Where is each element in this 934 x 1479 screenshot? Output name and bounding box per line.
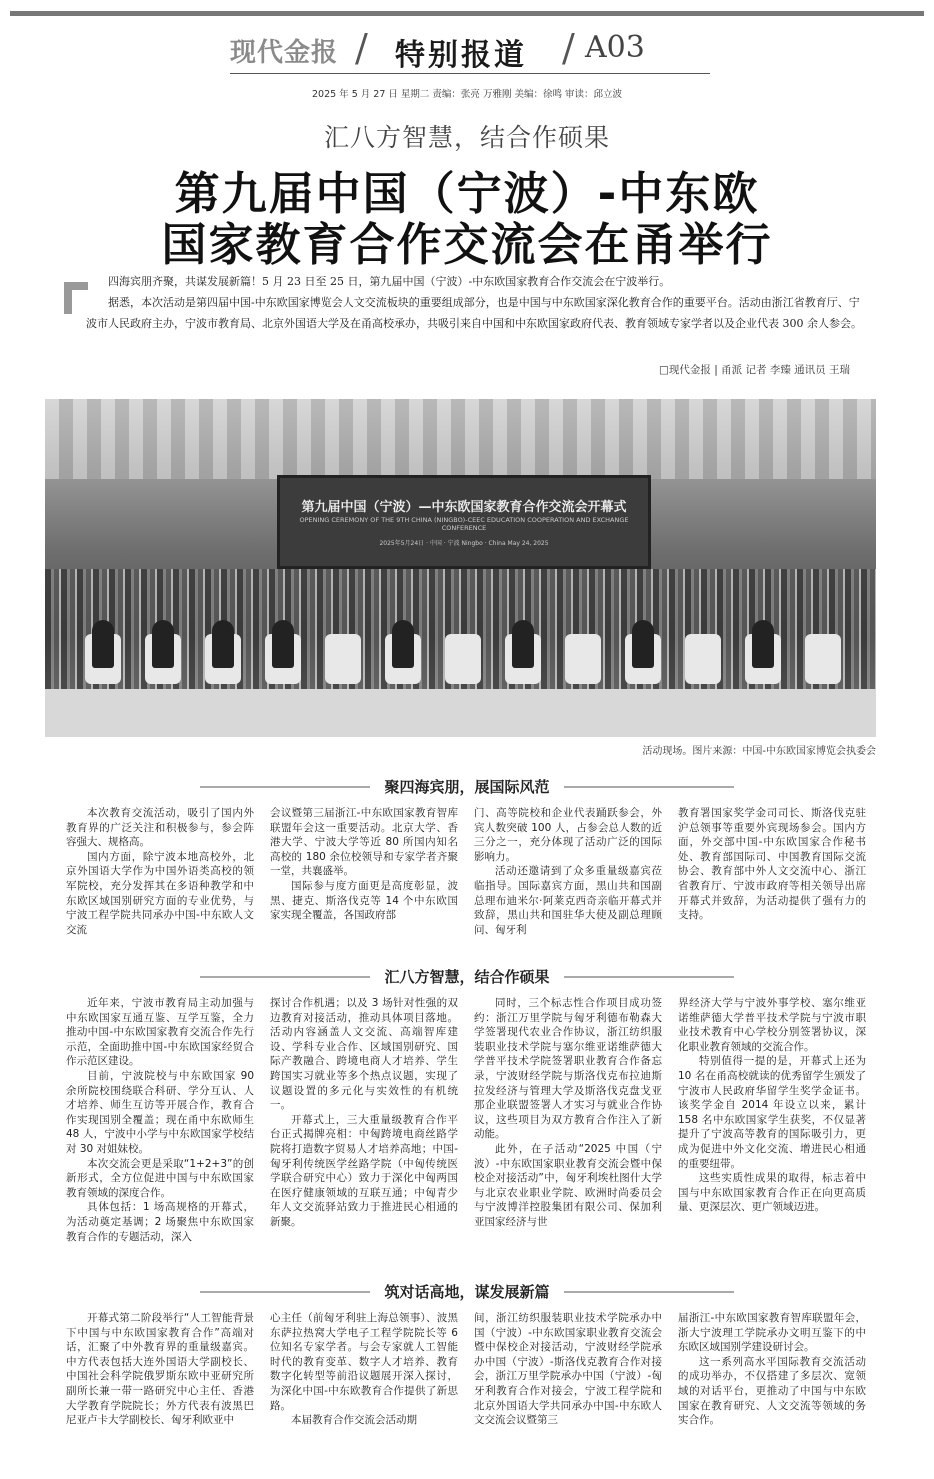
paragraph: 界经济大学与宁波外事学校、塞尔维亚诺维萨德大学普平技术学院与宁波市职业技术教育中心学校分别签署协议，深化职业教育领域的交流合作。 [678,997,866,1053]
text-column [474,806,662,954]
text-column [66,1311,254,1469]
event-photo [45,399,876,737]
lead-bracket-icon [64,282,88,314]
paragraph: 会议暨第三届浙江-中东欧国家教育智库联盟年会这一重要活动。北京大学、香港大学、宁波大学等近 80 所国内知名高校的 180 余位校领导和专家学者齐聚一堂，共襄盛举。 [270,807,458,878]
article-lead [86,271,862,334]
paragraph: 开幕式第二阶段举行“人工智能背景下中国与中东欧国家教育合作”高端对话，汇聚了中外教育界的重量级嘉宾。中方代表包括大连外国语大学副校长、中国社会科学院俄罗斯东欧中亚研究所副所长兼一带一路研究中心主任、香港大学教育学院院长；外方代表有波黑巴尼亚卢卡大学副校长、匈牙利欧亚中 [66,1312,254,1427]
paragraph: 活动还邀请到了众多重量级嘉宾莅临指导。国际嘉宾方面，黑山共和国副总理布迪米尔·阿莱克西奇亲临开幕式并致辞，黑山共和国驻华大使及副总理顾问、匈牙利 [474,865,662,936]
byline: □现代金报 | 甬派 记者 李臻 通讯员 王瑞 [659,364,850,376]
paragraph: 届浙江-中东欧国家教育智库联盟年会，浙大宁波理工学院承办文明互鉴下的中东欧区域国别学建设研讨会。 [678,1312,866,1354]
paragraph: 本次教育交流活动，吸引了国内外教育界的广泛关注和积极参与，参会阵容强大、规格高。 [66,807,254,849]
section-heading [0,1281,934,1302]
masthead [0,26,934,73]
paragraph: 特别值得一提的是，开幕式上还为 10 名在甬高校就读的优秀留学生颁发了宁波市人民政府华留学生奖学金证书。该奖学金自 2014 年设立以来，累计 158 名中东欧国家学生获奖，不仅显著提升了宁波高等教育的国际吸引力，更成为促进中外文化交流、增进民心相通的重要纽带。 [678,1055,866,1170]
article-kicker: 汇八方智慧，结合作硕果 [323,123,610,152]
screen-date: 2025年5月24日 · 中国 · 宁波 Ningbo · China May 24, 2025 [379,540,549,547]
photo-attendee [212,620,234,668]
photo-attendee [152,620,174,668]
text-column [474,1311,662,1469]
paragraph: 探讨合作机遇；以及 3 场针对性强的双边教育对接活动，推动具体项目落地。活动内容涵盖人文交流、高端智库建设、学科专业合作、区域国别研究、国际产教融合、跨境电商人才培养、学生跨国实习就业等多个热点议题，实现了议题设置的多元化与实效性的有机统一。 [270,997,458,1112]
lead-paragraph: 据悉，本次活动是第四届中国-中东欧国家博览会人文交流板块的重要组成部分，也是中国与中东欧国家深化教育合作的重要平台。活动由浙江省教育厅、宁波市人民政府主办，宁波市教育局、北京外国语大学及在甬高校承办，共吸引来自中国和中东欧国家政府代表、教育领域专家学者以及企业代表 300 余人参会。 [86,296,862,330]
section-heading [0,776,934,797]
text-column [678,806,866,954]
section-1-body [66,806,866,954]
photo-seat [325,634,361,684]
headline-line-2: 国家教育合作交流会在甬举行 [161,218,773,271]
paragraph: 具体包括：1 场高规格的开幕式，为活动奠定基调；2 场聚焦中东欧国家教育合作的专题活动，深入 [66,1201,254,1243]
divider-slash: / [562,26,575,70]
paragraph: 间，浙江纺织服装职业技术学院承办中国（宁波）-中东欧国家职业教育交流会暨中保校企对接活动，宁波财经学院承办中国（宁波）-斯洛伐克教育合作对接会，浙江万里学院承办中国（宁波）-匈牙利教育合作对接会，宁波工程学院和北京外国语大学共同承办中国-中东欧人文交流会议暨第三 [474,1312,662,1427]
text-column [66,996,254,1268]
stage-screen [277,475,651,569]
photo-attendee [92,620,114,668]
photo-caption: 活动现场。图片来源：中国-中东欧国家博览会执委会 [642,746,876,757]
headline-line-1: 第九届中国（宁波）-中东欧 [174,167,760,220]
paragraph: 教育署国家奖学金司司长、斯洛伐克驻沪总领事等重要外宾现场参会。国内方面，外交部中国-中东欧国家合作秘书处、教育部国际司、中国教育国际交流协会、教育部中外人文交流中心、浙江省教育厅、宁波市政府等相关领导出席开幕式并致辞，为活动提供了强有力的支持。 [678,807,866,922]
screen-title: 第九届中国（宁波）—中东欧国家教育合作交流会开幕式 [301,500,627,515]
text-column [270,996,458,1268]
photo-attendee [512,620,534,668]
paragraph: 目前，宁波院校与中东欧国家 90 余所院校围绕联合科研、学分互认、人才培养、师生互访等开展合作，教育合作实现国别全覆盖；现在甬中东欧师生 48 人，宁波中小学与中东欧国家学校结对 30 对姐妹校。 [66,1069,254,1155]
paragraph: 国际参与度方面更是高度彰显，波黑、捷克、斯洛伐克等 14 个中东欧国家实现全覆盖，各国政府部 [270,879,458,922]
paragraph: 这一系列高水平国际教育交流活动的成功举办，不仅搭建了多层次、宽领域的对话平台，更推动了中国与中东欧国家在教育研究、人文交流等领域的务实合作。 [678,1355,866,1427]
photo-attendee [632,620,654,668]
divider-slash: / [355,26,368,70]
section-title: 聚四海宾朋，展国际风范 [370,776,563,797]
front-row-seats [45,634,876,694]
page-number: A03 [585,30,645,65]
top-rule [10,11,924,16]
section-2-body [66,996,866,1268]
photo-attendee [752,620,774,668]
photo-seat [445,634,481,684]
lead-paragraph: 四海宾朋齐聚，共谋发展新篇！5 月 23 日至 25 日，第九届中国（宁波）-中东欧国家教育合作交流会在宁波举行。 [108,275,671,288]
paragraph: 本次交流会更是采取“1+2+3”的创新形式，全方位促进中国与中东欧国家教育领域的深度合作。 [66,1157,254,1199]
paragraph: 心主任（前匈牙利驻上海总领事）、波黑东萨拉热窝大学电子工程学院院长等 6 位知名专家学者。与会专家就人工智能时代的教育变革、数字人才培养、教育数字化转型等前沿议题展开深入探讨，为深化中国-中东欧教育合作提供了新思路。 [270,1312,458,1412]
text-column [678,996,866,1268]
paragraph: 近年来，宁波市教育局主动加强与中东欧国家互通互鉴、互学互鉴，全力推动中国-中东欧国家教育交流合作先行示范，全面助推中国-中东欧国家经贸合作示范区建设。 [66,997,254,1068]
section-name: 特别报道 [395,38,527,73]
photo-seat [565,634,601,684]
text-column [270,1311,458,1469]
paragraph: 国内方面，除宁波本地高校外，北京外国语大学作为中国外语类高校的领军院校，充分发挥其在多语种教学和中东欧区域国别研究方面的专业优势，与宁波工程学院共同承办中国-中东欧人文交流 [66,850,254,936]
text-column [270,806,458,954]
section-3-body [66,1311,866,1469]
photo-ceiling [45,399,876,479]
photo-seat [685,634,721,684]
text-column [66,806,254,954]
text-column [474,996,662,1268]
photo-floor [45,689,876,737]
section-title: 汇八方智慧，结合作硕果 [370,966,563,987]
paragraph: 门、高等院校和企业代表踊跃参会，外宾人数突破 100 人，占参会总人数的近三分之一，充分体现了活动广泛的国际影响力。 [474,807,662,863]
paragraph: 本届教育合作交流会活动期 [291,1414,417,1427]
photo-seat [805,634,841,684]
screen-subtitle: OPENING CEREMONY OF THE 9TH CHINA (NINGBO)-CEEC EDUCATION COOPERATION AND EXCHANGE CONFERENCE [299,516,629,532]
photo-attendee [272,620,294,668]
paragraph: 此外，在子活动“2025 中国（宁波）-中东欧国家职业教育交流会暨中保校企对接活动”中，匈牙利埃杜图什大学与北京农业职业学院、欧洲时尚委员会与宁波博洋控股集团有限公司、保加利亚国家经济与世 [474,1142,662,1228]
text-column [678,1311,866,1469]
dateline: 2025 年 5 月 27 日 星期二 责编：张亮 万雅刚 美编：徐鸣 审读：邱立波 [311,89,622,100]
photo-attendee [392,620,414,668]
paper-name: 现代金报 [230,38,339,68]
section-heading [0,966,934,987]
paragraph: 开幕式上，三大重量级教育合作平台正式揭牌亮相：中匈跨境电商丝路学院将打造数字贸易人才培养高地；中国-匈牙利传统医学丝路学院（中匈传统医学联合研究中心）致力于深化中匈两国在医疗健康领域的互联互通；中匈青少年人文交流驿站致力于推进民心相通的新聚。 [270,1113,458,1228]
section-title: 筑对话高地，谋发展新篇 [370,1281,563,1302]
paragraph: 同时，三个标志性合作项目成功签约：浙江万里学院与匈牙利德布勒森大学签署现代农业合作协议，浙江纺织服装职业技术学院与塞尔维亚诺维萨德大学普平技术学院签署职业教育合作备忘录，宁波财经学院与斯洛伐克布拉迪斯拉发经济与管理大学及斯洛伐克盘戈亚那企业联盟签署人才实习与就业合作协议，这些项目为双方教育合作注入了新动能。 [474,997,662,1141]
paragraph: 这些实质性成果的取得，标志着中国与中东欧国家教育合作正在向更高质量、更深层次、更广领域迈进。 [678,1172,866,1214]
masthead-rule [230,73,710,74]
